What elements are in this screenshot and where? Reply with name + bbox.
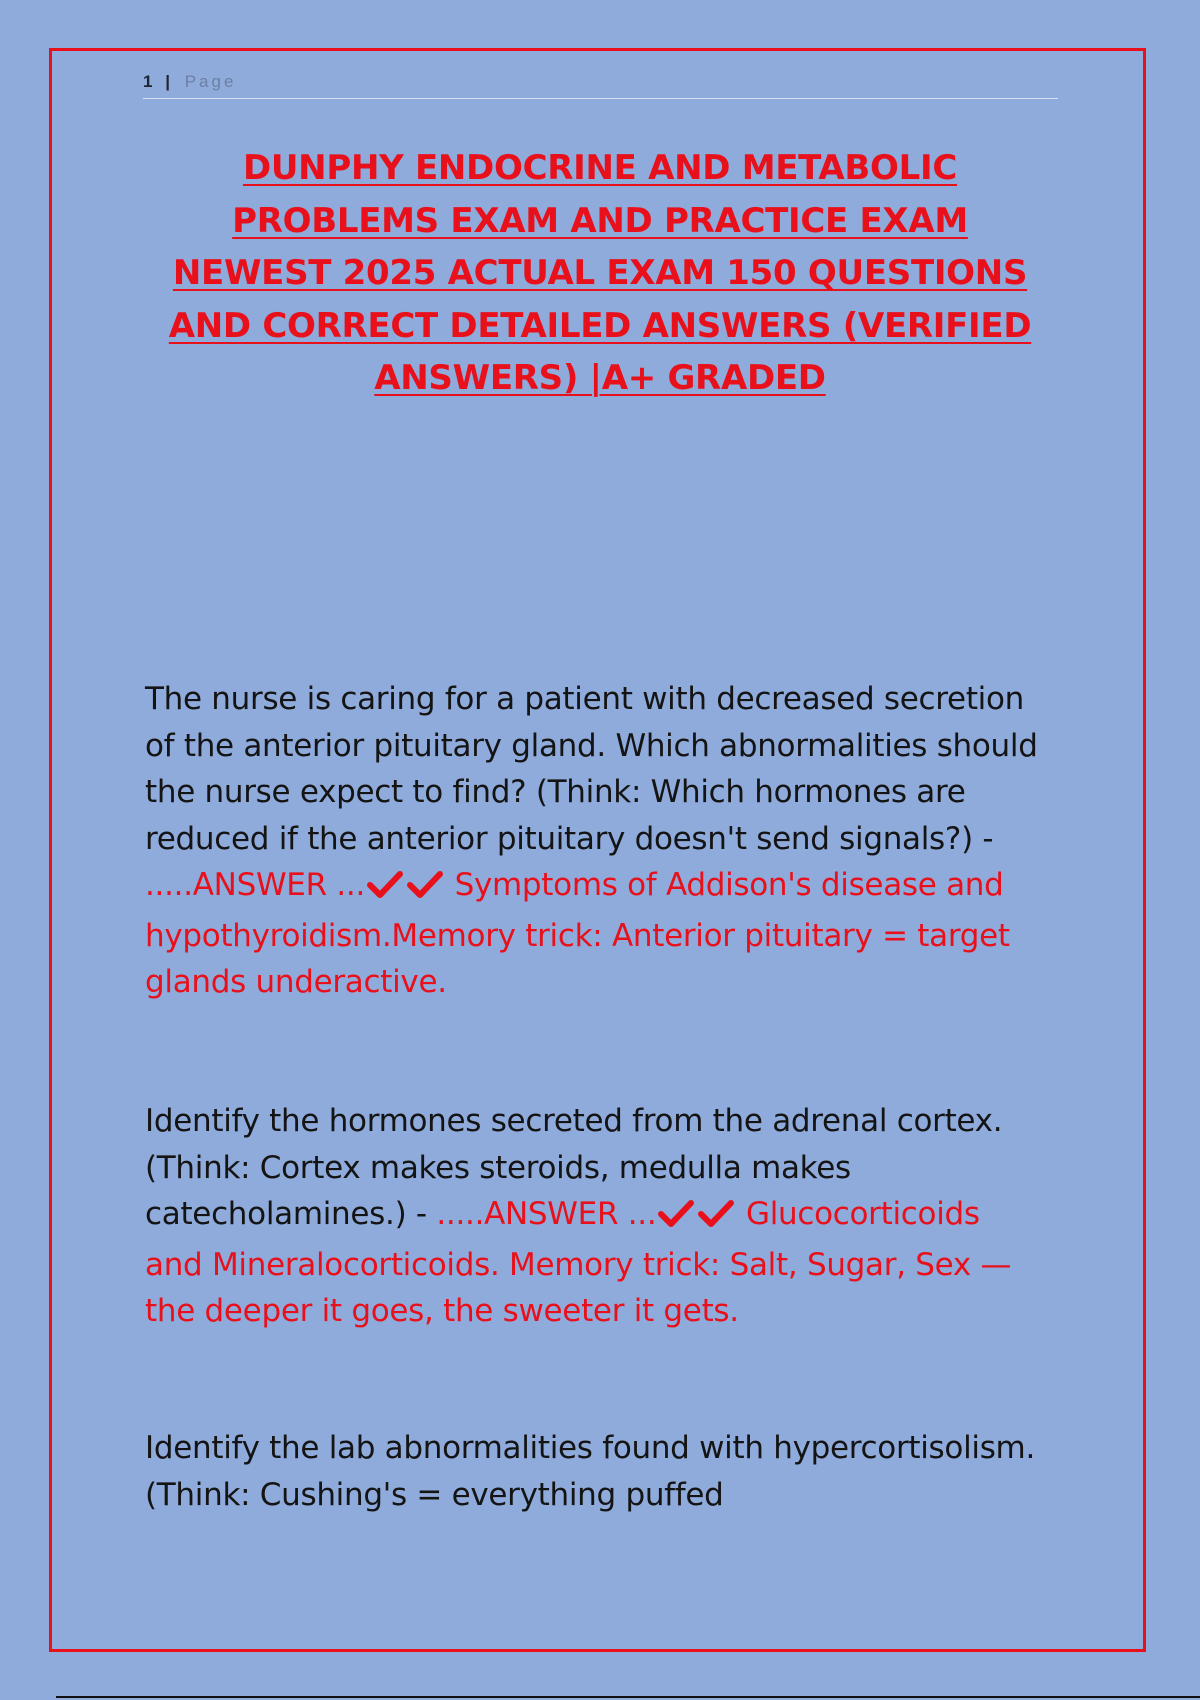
answer-text: Glucocorticoids and Mineralocorticoids. Memory trick: Salt, Sugar, Sex — the deeper it goes, the sweeter it gets. (145, 1196, 1012, 1329)
answer-text: Symptoms of Addison's disease and hypothyroidism.Memory trick: Anterior pituitary = target glands underactive. (145, 867, 1010, 1000)
question-text: Identify the hormones secreted from the adrenal cortex. (Think: Cortex makes steroids, medulla makes catecholamines.) - (145, 1103, 1003, 1232)
page-separator: | (165, 72, 173, 91)
check-mark-icon (367, 866, 403, 913)
qa-item (145, 1425, 1045, 1518)
page-number: 1 (143, 72, 156, 91)
footer-rule (56, 1696, 1200, 1698)
question-text: The nurse is caring for a patient with decreased secretion of the anterior pituitary gland. Which abnormalities should the nurse expect to find? (Think: Which hormones are reduced if the anterior pituitary doesn't send signals?) - (145, 681, 1038, 857)
answer-prefix: .....ANSWER ... (145, 867, 366, 903)
document-title: DUNPHY ENDOCRINE AND METABOLIC PROBLEMS EXAM AND PRACTICE EXAM NEWEST 2025 ACTUAL EXAM 150 QUESTIONS AND CORRECT DETAILED ANSWERS (VERIFIED ANSWERS) |A+ GRADED (168, 148, 1032, 398)
page-header (143, 70, 1058, 99)
question-text: Identify the lab abnormalities found with hypercortisolism. (Think: Cushing's = everything puffed (145, 1430, 1036, 1513)
check-mark-icon (698, 1195, 734, 1242)
answer-prefix: .....ANSWER ... (436, 1196, 657, 1232)
check-mark-icon (407, 866, 443, 913)
qa-item (145, 676, 1045, 1006)
qa-item (145, 1098, 1045, 1335)
check-mark-icon (658, 1195, 694, 1242)
page-label: Page (184, 72, 237, 91)
